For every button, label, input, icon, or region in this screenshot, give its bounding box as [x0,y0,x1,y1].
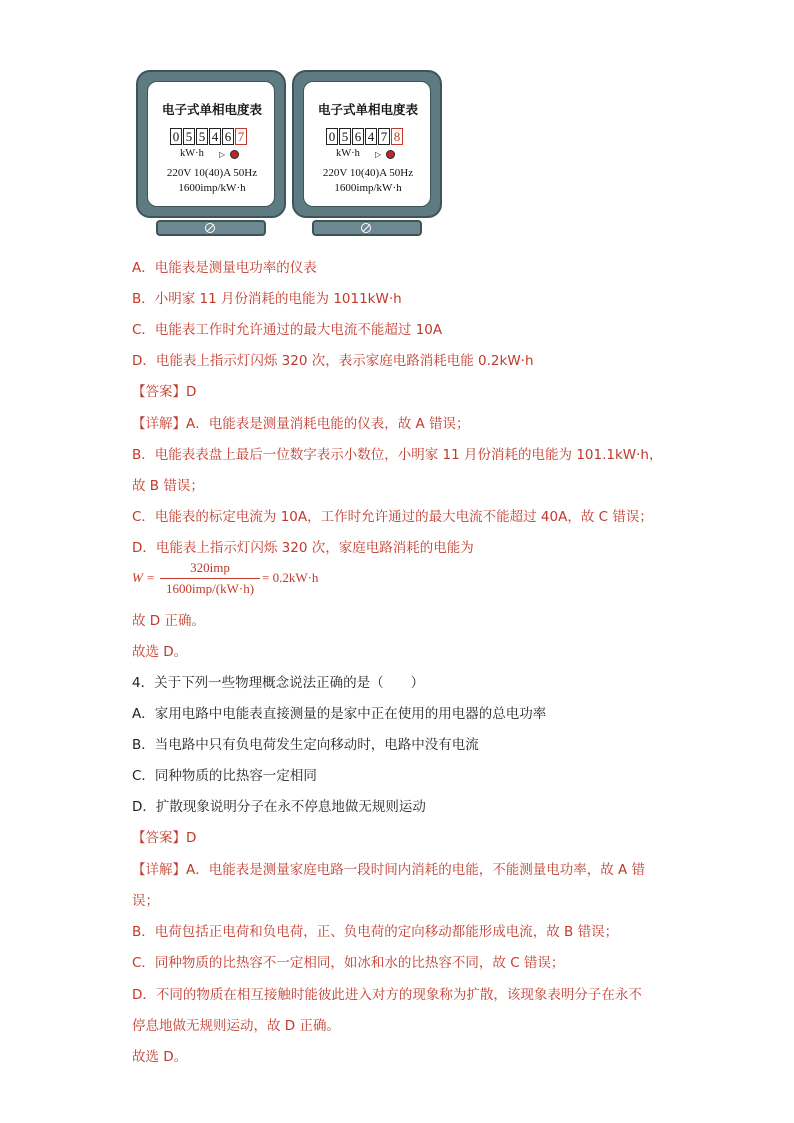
indicator-light-icon [230,150,239,159]
q3-detail-c: C．电能表的标定电流为 10A，工作时允许通过的最大电流不能超过 40A，故 C 错误； [132,509,653,525]
meter-case [136,70,286,218]
q3-conclusion: 故 D 正确。 [132,613,205,629]
q4-option-b: B．当电路中只有负电荷发生定向移动时，电路中没有电流 [132,737,479,753]
electric-meters-figure [136,70,446,240]
screw-icon [205,223,215,233]
meter-digit: 0 [326,128,338,145]
meter-spec-constant: 1600imp/kW·h [334,182,402,194]
q4-detail-a: 【详解】A．电能表是测量家庭电路一段时间内消耗的电能，不能测量电功率，故 A 错 [132,862,646,878]
meter-digit: 6 [352,128,364,145]
meter-digit: 0 [170,128,182,145]
meter-right [292,70,442,238]
q4-detail-d: D．不同的物质在相互接触时能彼此进入对方的现象称为扩散，该现象表明分子在永不 [132,987,642,1003]
meter-digit: 5 [196,128,208,145]
meter-unit: kW·h [180,148,204,159]
q3-option-b: B．小明家 11 月份消耗的电能为 1011kW·h [132,291,402,307]
q4-detail-d-cont: 停息地做无规则运动，故 D 正确。 [132,1018,340,1034]
q4-detail-b: B．电荷包括正电荷和负电荷，正、负电荷的定向移动都能形成电流，故 B 错误； [132,924,619,940]
meter-spec-rating: 220V 10(40)A 50Hz [322,167,414,179]
q3-detail-d: D．电能表上指示灯闪烁 320 次，家庭电路消耗的电能为 [132,540,474,556]
meter-unit: kW·h [336,148,360,159]
meter-spec-constant: 1600imp/kW·h [178,182,246,194]
q4-option-d: D．扩散现象说明分子在永不停息地做无规则运动 [132,799,426,815]
meter-digits [170,128,248,145]
meter-digit: 4 [365,128,377,145]
formula-numerator: 320imp [190,560,230,575]
screw-icon [361,223,371,233]
meter-digit-decimal: 8 [391,128,403,145]
meter-digit: 4 [209,128,221,145]
fraction-bar [160,578,260,579]
play-arrow-icon: ▷ [219,150,226,159]
q3-option-a: A．电能表是测量电功率的仪表 [132,260,317,276]
q4-detail-c: C．同种物质的比热容不一定相同，如冰和水的比热容不同，故 C 错误； [132,955,565,971]
q4-detail-a-cont: 误； [132,893,159,909]
meter-face [303,81,431,207]
meter-spec-rating: 220V 10(40)A 50Hz [166,167,258,179]
meter-base [312,220,422,236]
meter-digit-decimal: 7 [235,128,247,145]
meter-face [147,81,275,207]
q3-detail-a: 【详解】A．电能表是测量消耗电能的仪表，故 A 错误； [132,416,470,432]
q3-answer: 【答案】D [132,384,197,400]
meter-title: 电子式单相电度表 [161,102,262,117]
meter-digit: 5 [339,128,351,145]
formula-rhs: = 0.2kW·h [262,570,319,585]
q3-detail-b-cont: 故 B 错误； [132,478,204,494]
meter-digits [326,128,404,145]
q3-option-c: C．电能表工作时允许通过的最大电流不能超过 10A [132,322,443,338]
q4-option-c: C．同种物质的比热容一定相同 [132,768,317,784]
meter-title: 电子式单相电度表 [317,102,418,117]
formula-denominator: 1600imp/(kW·h) [165,581,255,596]
meter-digit: 6 [222,128,234,145]
play-arrow-icon: ▷ [375,150,382,159]
formula-lhs: W = [132,570,155,585]
q3-choose: 故选 D。 [132,644,188,660]
q3-option-d: D．电能表上指示灯闪烁 320 次，表示家庭电路消耗电能 0.2kW·h [132,353,534,369]
q3-detail-b: B．电能表表盘上最后一位数字表示小数位，小明家 11 月份消耗的电能为 101.1kW·h， [132,447,663,463]
q4-choose: 故选 D。 [132,1049,188,1065]
meter-digit: 7 [378,128,390,145]
q4-answer: 【答案】D [132,830,197,846]
meter-digit: 5 [183,128,195,145]
meter-case [292,70,442,218]
q4-option-a: A．家用电路中电能表直接测量的是家中正在使用的用电器的总电功率 [132,706,547,722]
q4-stem: 4．关于下列一些物理概念说法正确的是（ ） [132,675,425,691]
meter-base [156,220,266,236]
indicator-light-icon [386,150,395,159]
meter-left [136,70,286,238]
energy-formula [132,560,352,600]
